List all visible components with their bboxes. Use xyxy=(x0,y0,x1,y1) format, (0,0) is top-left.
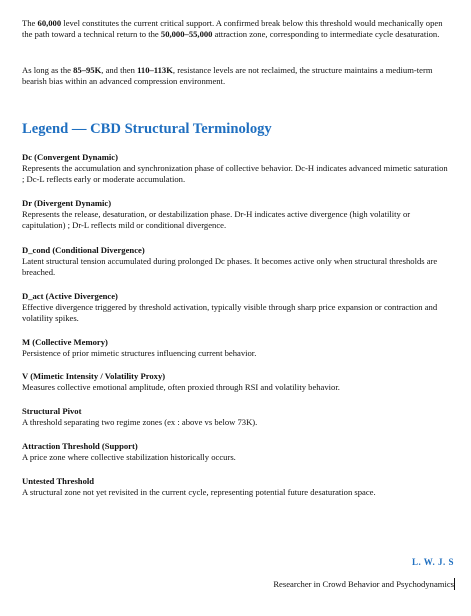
intro-p1-run: attraction zone, corresponding to intermediate cycle desaturation. xyxy=(212,29,440,40)
term-definition: Measures collective emotional amplitude, often proxied through RSI and volatility behavior. xyxy=(22,382,340,392)
legend-term xyxy=(22,291,450,325)
intro-paragraph-resistance xyxy=(22,65,450,88)
term-definition: Represents the accumulation and synchronization phase of collective behavior. Dc-H indicates advanced mimetic saturation ; Dc-L reflects early or moderate accumulation. xyxy=(22,163,448,185)
term-name: Dr (Divergent Dynamic) xyxy=(22,198,112,208)
legend-term xyxy=(22,245,450,279)
signature-initials: L. W. J. S xyxy=(411,557,454,567)
legend-term xyxy=(22,337,450,359)
legend-term xyxy=(22,371,450,393)
term-name: Attraction Threshold (Support) xyxy=(22,441,138,451)
intro-p2-run: 85–95K xyxy=(73,65,102,75)
legend-term xyxy=(22,441,450,463)
term-definition: Effective divergence triggered by threshold activation, typically visible through sharp price expansion or contraction and volatility spikes. xyxy=(22,302,438,324)
term-name: Structural Pivot xyxy=(22,406,82,416)
text-cursor xyxy=(454,578,455,590)
term-definition: A threshold separating two regime zones (ex : above vs below 73K). xyxy=(22,417,258,427)
term-name: D_cond (Conditional Divergence) xyxy=(22,245,145,255)
term-name: Untested Threshold xyxy=(22,476,95,486)
intro-p1-run: 60,000 xyxy=(37,18,62,28)
term-name: D_act (Active Divergence) xyxy=(22,291,118,301)
intro-p2-run: As long as the xyxy=(22,65,74,75)
legend-term xyxy=(22,152,450,186)
legend-term xyxy=(22,198,450,232)
term-name: M (Collective Memory) xyxy=(22,337,108,347)
intro-p1-run: The xyxy=(22,18,38,28)
intro-p2-run: , and then xyxy=(101,65,138,75)
term-definition: A structural zone not yet revisited in the current cycle, representing potential future desaturation space. xyxy=(22,487,376,497)
legend-term xyxy=(22,476,450,498)
term-definition: Persistence of prior mimetic structures influencing current behavior. xyxy=(22,348,257,358)
term-definition: A price zone where collective stabilization historically occurs. xyxy=(22,452,236,462)
term-name: V (Mimetic Intensity / Volatility Proxy) xyxy=(22,371,166,381)
intro-p1-run: level constitutes the current critical support. A confirmed break below this threshold would mechanically open the path toward a technical return to the xyxy=(22,18,443,40)
intro-paragraph-support xyxy=(22,18,450,41)
term-definition: Latent structural tension accumulated during prolonged Dc phases. It becomes active only when structural thresholds are breached. xyxy=(22,256,438,278)
intro-p2-run: , resistance levels are not reclaimed, the structure maintains a medium-term bearish bias within an advanced compression environment. xyxy=(22,65,433,87)
legend-heading: Legend — CBD Structural Terminology xyxy=(22,121,272,137)
signature-role: Researcher in Crowd Behavior and Psychodynamics xyxy=(273,579,454,589)
legend-term xyxy=(22,406,450,428)
term-definition: Represents the release, desaturation, or destabilization phase. Dr-H indicates active divergence (high volatility or capitulation) ; Dr-L reflects mild or conditional divergence. xyxy=(22,209,411,231)
intro-p1-run: 50,000–55,000 xyxy=(160,29,213,40)
intro-p2-run: 110–113K xyxy=(137,65,173,75)
term-name: Dc (Convergent Dynamic) xyxy=(22,152,118,162)
